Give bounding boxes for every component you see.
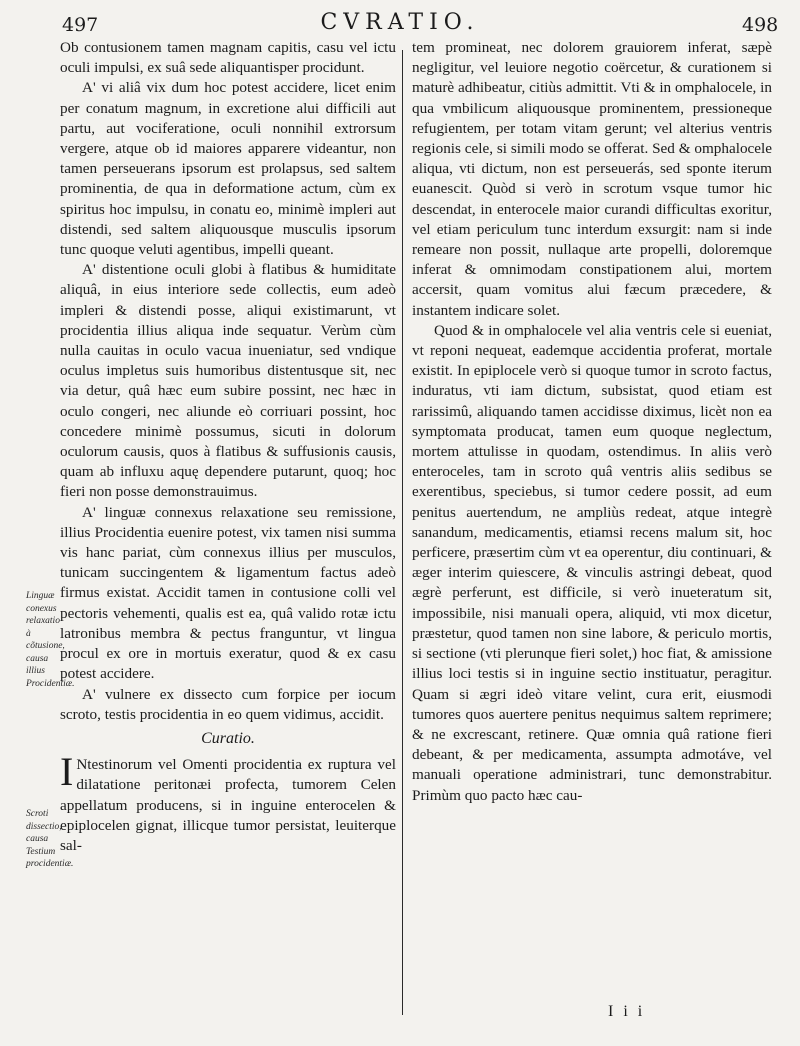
page-header <box>0 10 800 40</box>
column-divider <box>402 50 403 1015</box>
signature-mark: I i i <box>608 1003 646 1020</box>
paragraph: Quod & in omphalocele vel alia ventris cele si eueniat, vt reponi nequeat, eademque accidentia proferat, mortale existit. In epiplocele verò si quoque tumor in scroto factus, induratus, vti iam dictum, subsistat, quod etiam est rarissimû, aliquando tamen accidisse diximus, licèt non ea symptomata producat, tamen eum quoque neglectum, mortem attulisse in quodam, ostendimus. In aliis verò enteroceles, tam in scroto quâ ventris aliis sedibus se exerentibus, speciebus, si tumor cedere possit, ad eum penitus auertendum, ne ampliùs redeat, atque integrè sanandum, medicamentis, etiamsi recens malum sit, hoc perficere, præsertim cùm vt ea operentur, diu continuari, & æger interim quiescere, & vinculis astringi debeat, quod ægrè perferunt, est difficile, si verò inueteratum sit, impossibile, nisi manuali opera, aliquid, vti mox dicetur, præstetur, quod tamen non sine labore, & periculo mortis, si sectione (vti plerunque fieri solet,) hoc fiat, & amissione illius loci testis si in inguine sectio instituatur, peragitur. Quam si ægri ideò vitare velint, cura erit, eiusmodi tumores quos auertere penitus nequimus saltem reprimere; & ne excrescant, retinere. Quæ omnia quâ ratione fieri debeant, & per medicamenta, assumpta admotáve, vel manuali operatione administrari, tunc demonstrabitur. Primùm quo pacto hæc cau- <box>412 321 772 804</box>
paragraph: Ob contusionem tamen magnam capitis, casu vel ictu oculi impulsi, ex suâ sede aliquantisper procidunt. <box>60 39 396 77</box>
marginal-note: Linguæ conexus relaxatio à cõtusione, causa illius Procidentiæ. <box>26 591 75 689</box>
paragraph: A' distentione oculi globi à flatibus & humiditate aliquâ, in eius interiore sede collectis, eum adeò impleri & distendi posse, aliqui existimarunt, vt procidentia illius aliqua inde sequatur. Verùm cùm nulla cauitas in oculo vacua inueniatur, sed vndique oculus impletus suis humoribus distentusque sit, nec via detur, quâ hæc eum subire possint, nec hæc in oculo congeri, nec aliunde eò corriuari possint, hoc concedere minimè possumus, sicuti in dolorum oculorum causis, quos à flatibus & suffusionis causis, quam ab influxu aquę dependere putarunt, quoq; hoc fieri non posse demonstrauimus. <box>60 261 396 501</box>
paragraph: A' vulnere ex dissecto cum forpice per iocum scroto, testis procidentia in eo quem vidimus, accidit. <box>60 685 396 723</box>
right-column <box>412 38 772 806</box>
paragraph-dropcap: INtestinorum vel Omenti procidentia ex ruptura vel dilatatione peritonæi profecta, tumorem Celen appellatum producens, si in inguine enterocelen & epiplocelen gignat, illicque tumor persistat, leuiterque sal- <box>60 749 396 854</box>
page-number-left: 497 <box>62 14 99 36</box>
section-heading: Curatio. <box>201 729 255 747</box>
marginal-note: Scroti dissectio, causa Testium procidentiæ. <box>26 809 74 869</box>
running-title: CVRATIO. <box>320 10 480 35</box>
paragraph: tem promineat, nec dolorem grauiorem inferat, sæpè negligitur, vel leuiore negotio coërcetur, & curationem si maturè adhibeatur, citiùs admittit. Vti & in omphalocele, in qua vmbilicum aliquousque prominentem, pressioneque refugientem, per totam vitam gerunt; vel alterius ventris regionis cele, si simili modo se offerat. Sed & omphalocele aliqua, vti dictum, non est perseuerás, sed sponte iterum euanescit. Quòd si verò in scrotum vsque tumor hic descendat, in enterocele maior curandi difficultas exoritur, vel etiam periculum tunc interdum exsurgit: nam si inde remeare non possit, nullaque arte propelli, doloremque inferat & omnimodam constipationem alui, mortem accersit, quam vomitus alui fæcum præcedere, & instantem indicare solet. <box>412 39 772 319</box>
paragraph: A' vi aliâ vix dum hoc potest accidere, licet enim per conatum magnum, in excretione alui difficili aut partu, aut vociferatione, oculi nonnihil extrorsum vergere, atque ob id maiores apparere videantur, non tamen perseuerans ipsorum est prolapsus, sed saltem prominentia, de qua in deformatione actum, cùm ex spiritus hoc impulsu, in conatu eo, minimè impleri aut distendi, sed saltem aliquousque musculis ipsorum tunc quoque veluti agentibus, impelli queant. <box>60 79 396 259</box>
left-column <box>60 38 396 856</box>
paragraph: A' linguæ connexus relaxatione seu remissione, illius Procidentia euenire potest, vix tamen nisi summa vis hanc pariat, cùm connexus illius per musculos, tunicam succingentem & ligamentum factus adeò firmus existat. Accidit tamen in contusione colli vel pectoris vehementi, qualis est ea, quâ valido rotæ ictu latronibus membra & pectus franguntur, vt lingua procul ex ore in mortuis exeratur, quod & ex casu potest accidere. <box>60 503 396 683</box>
page-number-right: 498 <box>742 14 779 36</box>
